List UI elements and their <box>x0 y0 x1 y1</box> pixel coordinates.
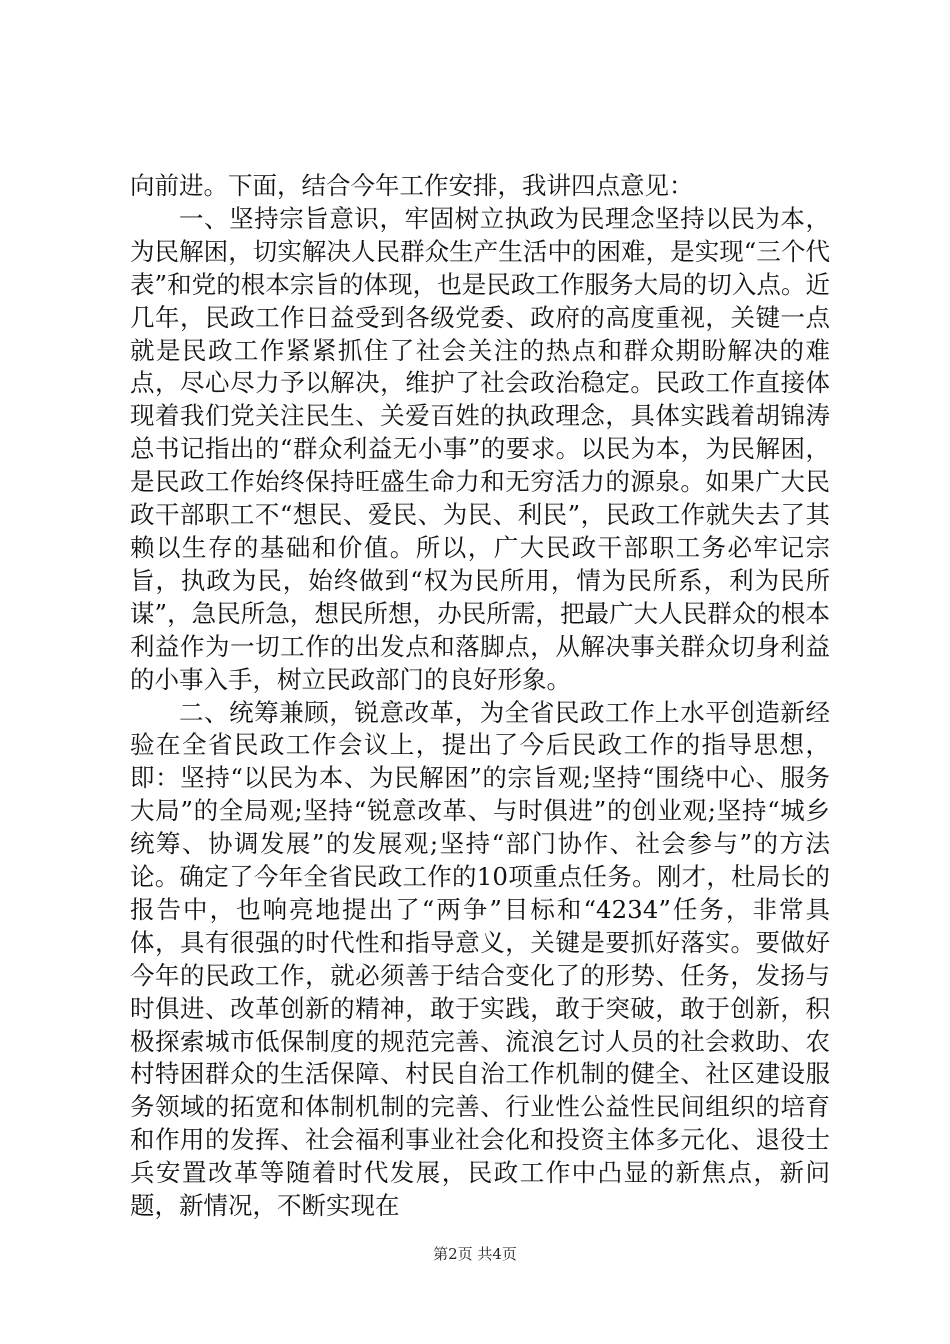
paragraph-section-one: 一、坚持宗旨意识，牢固树立执政为民理念坚持以民为本，为民解困，切实解决人民群众生产生活中的困难，是实现“三个代表”和党的根本宗旨的体现，也是民政工作服务大局的切入点。近几年，民政工作日益受到各级党委、政府的高度重视，关键一点就是民政工作紧紧抓住了社会关注的热点和群众期盼解决的难点，尽心尽力予以解决，维护了社会政治稳定。民政工作直接体现着我们党关注民生、关爱百姓的执政理念，具体实践着胡锦涛总书记指出的“群众利益无小事”的要求。以民为本，为民解困，是民政工作始终保持旺盛生命力和无穷活力的源泉。如果广大民政干部职工不“想民、爱民、为民、利民”，民政工作就失去了其赖以生存的基础和价值。所以，广大民政干部职工务必牢记宗旨，执政为民，始终做到“权为民所用，情为民所系，利为民所谋”，急民所急，想民所想，办民所需，把最广大人民群众的根本利益作为一切工作的出发点和落脚点，从解决事关群众切身利益的小事入手，树立民政部门的良好形象。 <box>130 203 830 694</box>
paragraph-continuation: 向前进。下面，结合今年工作安排，我讲四点意见： <box>130 171 694 200</box>
document-body <box>130 170 830 1223</box>
page-number-footer: 第2页 共4页 <box>433 1245 517 1263</box>
paragraph-section-two: 二、统筹兼顾，锐意改革，为全省民政工作上水平创造新经验在全省民政工作会议上，提出了今后民政工作的指导思想，即：坚持“以民为本、为民解困”的宗旨观;坚持“围绕中心、服务大局”的全局观;坚持“锐意改革、与时俱进”的创业观;坚持“城乡统筹、协调发展”的发展观;坚持“部门协作、社会参与”的方法论。确定了今年全省民政工作的10项重点任务。刚才，杜局长的报告中，也响亮地提出了“两争”目标和“4234”任务，非常具体，具有很强的时代性和指导意义，关键是要抓好落实。要做好今年的民政工作，就必须善于结合变化了的形势、任务，发扬与时俱进、改革创新的精神，敢于实践，敢于突破，敢于创新，积极探索城市低保制度的规范完善、流浪乞讨人员的社会救助、农村特困群众的生活保障、村民自治工作机制的健全、社区建设服务领域的拓宽和体制机制的完善、行业性公益性民间组织的培育和作用的发挥、社会福利事业社会化和投资主体多元化、退役士兵安置改革等随着时代发展，民政工作中凸显的新焦点，新问题，新情况，不断实现在 <box>130 697 830 1221</box>
